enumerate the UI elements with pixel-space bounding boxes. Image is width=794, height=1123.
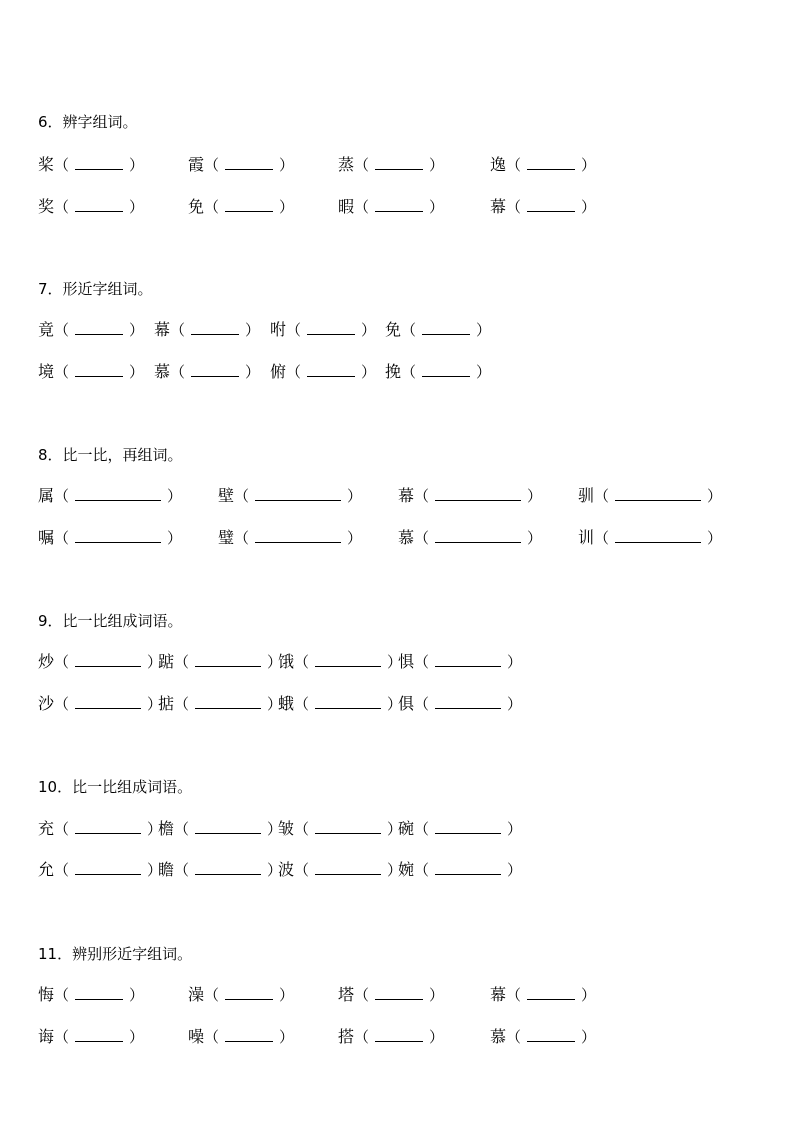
open-paren: （: [286, 321, 302, 339]
answer-blank[interactable]: [75, 985, 123, 1000]
open-paren: （: [234, 487, 250, 505]
open-paren: （: [204, 156, 220, 174]
close-paren: ）: [129, 986, 145, 1004]
word-item: [158, 652, 282, 672]
open-paren: （: [354, 986, 370, 1004]
open-paren: （: [170, 321, 186, 339]
character: 嘱: [38, 528, 55, 547]
close-paren: ）: [707, 487, 723, 505]
open-paren: （: [401, 321, 417, 339]
character: 慕: [154, 362, 171, 381]
close-paren: ）: [527, 529, 543, 547]
word-item: [218, 528, 362, 548]
word-item: [218, 486, 362, 506]
question-section: [38, 112, 778, 216]
open-paren: （: [354, 156, 370, 174]
close-paren: ）: [507, 820, 523, 838]
answer-blank[interactable]: [615, 486, 701, 501]
character: 充: [38, 819, 55, 838]
answer-blank[interactable]: [422, 362, 470, 377]
answer-blank[interactable]: [435, 652, 501, 667]
word-item: [398, 860, 522, 880]
word-item: [490, 985, 596, 1005]
close-paren: ）: [129, 198, 145, 216]
word-item: [278, 860, 402, 880]
question-title: 7．形近字组词。: [38, 280, 153, 298]
character: 俱: [398, 694, 415, 713]
character: 檐: [158, 819, 175, 838]
answer-blank[interactable]: [75, 197, 123, 212]
open-paren: （: [294, 695, 310, 713]
close-paren: ）: [147, 861, 163, 879]
answer-blank[interactable]: [435, 486, 521, 501]
close-paren: ）: [347, 487, 363, 505]
answer-blank[interactable]: [375, 985, 423, 1000]
word-item: [154, 362, 260, 382]
answer-blank[interactable]: [375, 155, 423, 170]
character: 免: [188, 197, 205, 216]
word-item: [154, 320, 260, 340]
word-item: [38, 652, 162, 672]
answer-blank[interactable]: [527, 1027, 575, 1042]
open-paren: （: [54, 695, 70, 713]
open-paren: （: [234, 529, 250, 547]
character: 搭: [338, 1027, 355, 1046]
close-paren: ）: [245, 363, 261, 381]
character: 掂: [158, 694, 175, 713]
character: 碗: [398, 819, 415, 838]
question-title: 11．辨别形近字组词。: [38, 945, 193, 963]
close-paren: ）: [267, 695, 283, 713]
close-paren: ）: [476, 321, 492, 339]
word-item: [578, 486, 722, 506]
open-paren: （: [506, 1028, 522, 1046]
word-item: [38, 197, 144, 217]
answer-blank[interactable]: [255, 486, 341, 501]
open-paren: （: [414, 653, 430, 671]
close-paren: ）: [429, 986, 445, 1004]
character: 波: [278, 860, 295, 879]
character: 咐: [270, 320, 287, 339]
open-paren: （: [594, 487, 610, 505]
word-item: [38, 155, 144, 175]
word-item: [338, 1027, 444, 1047]
open-paren: （: [174, 820, 190, 838]
word-item: [398, 528, 542, 548]
close-paren: ）: [581, 986, 597, 1004]
word-item: [278, 652, 402, 672]
word-item: [38, 985, 144, 1005]
answer-blank[interactable]: [315, 819, 381, 834]
close-paren: ）: [387, 861, 403, 879]
answer-blank[interactable]: [422, 320, 470, 335]
question-section: [38, 279, 778, 381]
character: 悔: [38, 985, 55, 1004]
open-paren: （: [354, 1028, 370, 1046]
character: 瞻: [158, 860, 175, 879]
open-paren: （: [506, 986, 522, 1004]
close-paren: ）: [279, 986, 295, 1004]
word-item: [398, 819, 522, 839]
character: 允: [38, 860, 55, 879]
answer-blank[interactable]: [75, 320, 123, 335]
word-item: [38, 694, 162, 714]
open-paren: （: [294, 653, 310, 671]
close-paren: ）: [147, 653, 163, 671]
open-paren: （: [174, 653, 190, 671]
character: 惧: [398, 652, 415, 671]
word-item: [158, 819, 282, 839]
close-paren: ）: [429, 198, 445, 216]
question-title: 10．比一比组成词语。: [38, 778, 193, 796]
word-item: [278, 819, 402, 839]
word-item: [188, 197, 294, 217]
open-paren: （: [54, 820, 70, 838]
answer-blank[interactable]: [75, 860, 141, 875]
open-paren: （: [414, 861, 430, 879]
character: 暇: [338, 197, 355, 216]
open-paren: （: [54, 986, 70, 1004]
question-title: 8．比一比，再组词。: [38, 446, 183, 464]
open-paren: （: [286, 363, 302, 381]
open-paren: （: [54, 321, 70, 339]
close-paren: ）: [129, 363, 145, 381]
open-paren: （: [294, 861, 310, 879]
character: 蒸: [338, 155, 355, 174]
character: 挽: [385, 362, 402, 381]
open-paren: （: [54, 198, 70, 216]
close-paren: ）: [581, 1028, 597, 1046]
open-paren: （: [54, 529, 70, 547]
open-paren: （: [54, 861, 70, 879]
word-item: [278, 694, 402, 714]
word-item: [38, 860, 162, 880]
close-paren: ）: [507, 653, 523, 671]
answer-blank[interactable]: [75, 486, 161, 501]
open-paren: （: [54, 363, 70, 381]
answer-blank[interactable]: [195, 652, 261, 667]
character: 澡: [188, 985, 205, 1004]
answer-blank[interactable]: [191, 362, 239, 377]
open-paren: （: [506, 198, 522, 216]
close-paren: ）: [279, 198, 295, 216]
answer-blank[interactable]: [75, 528, 161, 543]
character: 免: [385, 320, 402, 339]
close-paren: ）: [129, 1028, 145, 1046]
close-paren: ）: [429, 1028, 445, 1046]
word-item: [398, 694, 522, 714]
word-item: [385, 320, 491, 340]
answer-blank[interactable]: [435, 860, 501, 875]
character: 沙: [38, 694, 55, 713]
word-item: [158, 694, 282, 714]
character: 璧: [218, 528, 235, 547]
answer-blank[interactable]: [435, 528, 521, 543]
open-paren: （: [401, 363, 417, 381]
close-paren: ）: [279, 1028, 295, 1046]
character: 慕: [398, 528, 415, 547]
open-paren: （: [506, 156, 522, 174]
word-item: [385, 362, 491, 382]
answer-blank[interactable]: [195, 694, 261, 709]
character: 诲: [38, 1027, 55, 1046]
word-item: [398, 652, 522, 672]
word-item: [490, 197, 596, 217]
close-paren: ）: [347, 529, 363, 547]
open-paren: （: [594, 529, 610, 547]
word-item: [270, 362, 376, 382]
word-item: [38, 362, 144, 382]
answer-blank[interactable]: [75, 819, 141, 834]
close-paren: ）: [387, 820, 403, 838]
answer-blank[interactable]: [315, 694, 381, 709]
character: 幕: [398, 486, 415, 505]
answer-blank[interactable]: [191, 320, 239, 335]
open-paren: （: [174, 695, 190, 713]
open-paren: （: [54, 1028, 70, 1046]
open-paren: （: [414, 487, 430, 505]
word-item: [188, 155, 294, 175]
close-paren: ）: [167, 529, 183, 547]
character: 塔: [338, 985, 355, 1004]
open-paren: （: [204, 986, 220, 1004]
answer-blank[interactable]: [195, 819, 261, 834]
character: 竟: [38, 320, 55, 339]
character: 壁: [218, 486, 235, 505]
answer-blank[interactable]: [375, 1027, 423, 1042]
open-paren: （: [414, 695, 430, 713]
word-item: [188, 1027, 294, 1047]
question-title: 6．辨字组词。: [38, 113, 138, 131]
close-paren: ）: [129, 321, 145, 339]
character: 皱: [278, 819, 295, 838]
character: 奖: [38, 197, 55, 216]
character: 境: [38, 362, 55, 381]
character: 桨: [38, 155, 55, 174]
answer-blank[interactable]: [315, 860, 381, 875]
question-title: 9．比一比组成词语。: [38, 612, 183, 630]
word-item: [38, 320, 144, 340]
character: 训: [578, 528, 595, 547]
character: 婉: [398, 860, 415, 879]
close-paren: ）: [387, 695, 403, 713]
word-item: [38, 528, 182, 548]
answer-blank[interactable]: [307, 320, 355, 335]
character: 噪: [188, 1027, 205, 1046]
answer-blank[interactable]: [75, 652, 141, 667]
answer-blank[interactable]: [75, 362, 123, 377]
word-item: [38, 1027, 144, 1047]
character: 驯: [578, 486, 595, 505]
close-paren: ）: [527, 487, 543, 505]
character: 慕: [490, 1027, 507, 1046]
question-section: [38, 611, 778, 713]
character: 蛾: [278, 694, 295, 713]
close-paren: ）: [476, 363, 492, 381]
word-item: [158, 860, 282, 880]
open-paren: （: [54, 487, 70, 505]
close-paren: ）: [581, 198, 597, 216]
word-item: [188, 985, 294, 1005]
answer-blank[interactable]: [527, 197, 575, 212]
answer-blank[interactable]: [75, 694, 141, 709]
answer-blank[interactable]: [195, 860, 261, 875]
close-paren: ）: [361, 321, 377, 339]
word-item: [338, 155, 444, 175]
answer-blank[interactable]: [225, 1027, 273, 1042]
open-paren: （: [174, 861, 190, 879]
close-paren: ）: [147, 820, 163, 838]
answer-blank[interactable]: [315, 652, 381, 667]
word-item: [38, 486, 182, 506]
answer-blank[interactable]: [225, 985, 273, 1000]
close-paren: ）: [129, 156, 145, 174]
close-paren: ）: [707, 529, 723, 547]
character: 逸: [490, 155, 507, 174]
answer-blank[interactable]: [307, 362, 355, 377]
close-paren: ）: [507, 695, 523, 713]
open-paren: （: [354, 198, 370, 216]
answer-blank[interactable]: [225, 197, 273, 212]
close-paren: ）: [581, 156, 597, 174]
close-paren: ）: [245, 321, 261, 339]
word-item: [338, 197, 444, 217]
open-paren: （: [294, 820, 310, 838]
open-paren: （: [54, 653, 70, 671]
character: 幕: [154, 320, 171, 339]
answer-blank[interactable]: [375, 197, 423, 212]
word-item: [578, 528, 722, 548]
close-paren: ）: [387, 653, 403, 671]
close-paren: ）: [147, 695, 163, 713]
answer-blank[interactable]: [75, 155, 123, 170]
word-item: [490, 155, 596, 175]
word-item: [270, 320, 376, 340]
open-paren: （: [414, 820, 430, 838]
word-item: [338, 985, 444, 1005]
question-section: [38, 445, 778, 547]
answer-blank[interactable]: [615, 528, 701, 543]
open-paren: （: [170, 363, 186, 381]
close-paren: ）: [279, 156, 295, 174]
character: 踮: [158, 652, 175, 671]
answer-blank[interactable]: [527, 985, 575, 1000]
close-paren: ）: [507, 861, 523, 879]
character: 属: [38, 486, 55, 505]
close-paren: ）: [267, 653, 283, 671]
character: 幕: [490, 985, 507, 1004]
open-paren: （: [54, 156, 70, 174]
close-paren: ）: [267, 820, 283, 838]
close-paren: ）: [361, 363, 377, 381]
word-item: [38, 819, 162, 839]
character: 饿: [278, 652, 295, 671]
close-paren: ）: [267, 861, 283, 879]
character: 幕: [490, 197, 507, 216]
answer-blank[interactable]: [75, 1027, 123, 1042]
open-paren: （: [204, 1028, 220, 1046]
answer-blank[interactable]: [435, 694, 501, 709]
character: 炒: [38, 652, 55, 671]
close-paren: ）: [167, 487, 183, 505]
answer-blank[interactable]: [435, 819, 501, 834]
open-paren: （: [414, 529, 430, 547]
character: 俯: [270, 362, 287, 381]
question-section: [38, 944, 778, 1046]
open-paren: （: [204, 198, 220, 216]
answer-blank[interactable]: [225, 155, 273, 170]
question-section: [38, 777, 778, 879]
character: 霞: [188, 155, 205, 174]
answer-blank[interactable]: [527, 155, 575, 170]
word-item: [398, 486, 542, 506]
close-paren: ）: [429, 156, 445, 174]
word-item: [490, 1027, 596, 1047]
answer-blank[interactable]: [255, 528, 341, 543]
